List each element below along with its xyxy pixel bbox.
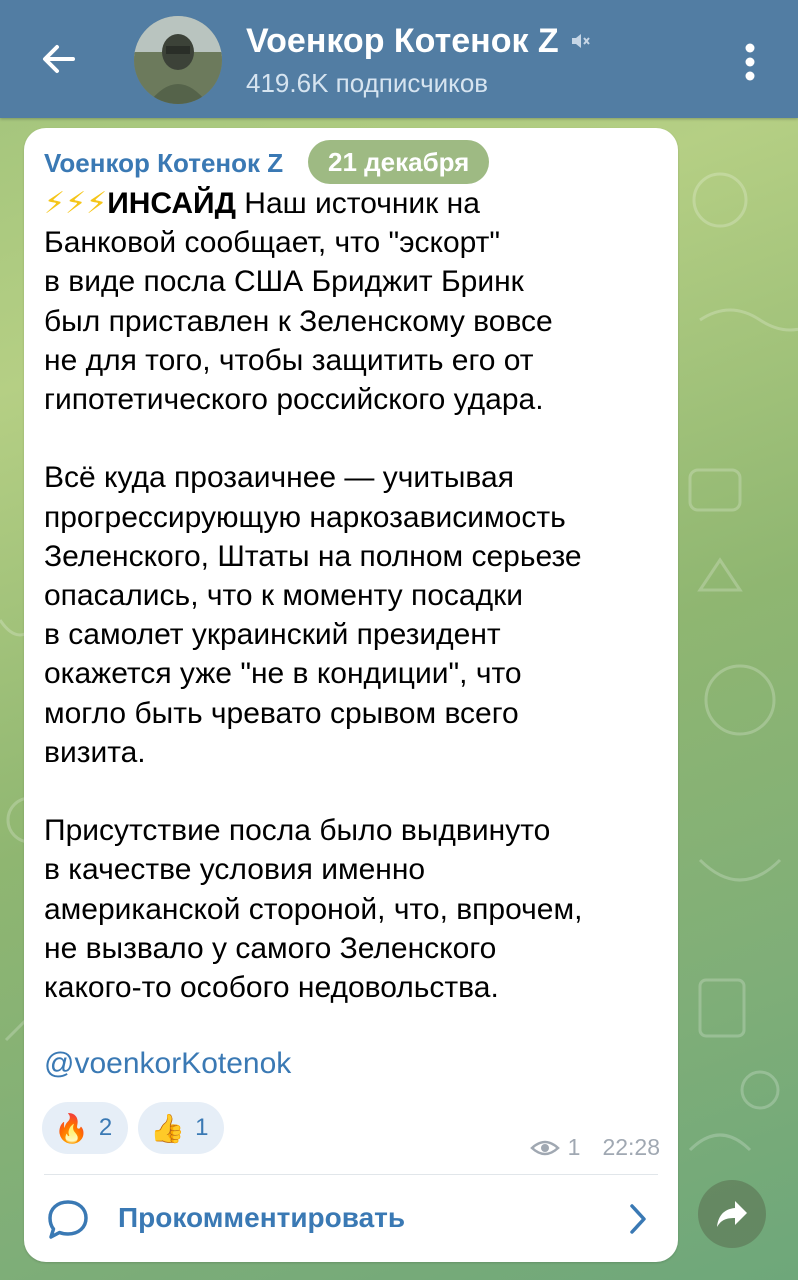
- text-line: какого-то особого недовольства.: [44, 971, 499, 1005]
- text-line: не для того, чтобы защитить его от: [44, 343, 534, 377]
- reactions-row: [42, 1102, 224, 1154]
- text-line: Наш источник на: [235, 187, 480, 220]
- date-pill: 21 декабря: [308, 140, 489, 184]
- chevron-right-icon: [628, 1202, 648, 1236]
- share-arrow-icon: [715, 1199, 749, 1229]
- mute-icon: [569, 30, 591, 52]
- channel-title-text: Voенкор Котенок Z: [246, 22, 559, 60]
- eye-icon: [530, 1138, 560, 1158]
- text-line: в виде посла США Бриджит Бринк: [44, 265, 524, 299]
- reaction-count: 2: [98, 1114, 113, 1141]
- comment-button[interactable]: [24, 1176, 678, 1262]
- text-line: Банковой сообщает, что "эскорт": [44, 226, 501, 260]
- text-line: визита.: [44, 735, 146, 769]
- text-line: могло быть чревато срывом всего: [44, 696, 519, 730]
- text-line: не вызвало у самого Зеленского: [44, 931, 497, 965]
- text-line: в самолет украинский президент: [44, 618, 501, 652]
- view-count: 1: [567, 1134, 581, 1160]
- text-line: Присутствие посла было выдвинуто: [44, 814, 551, 848]
- text-line: Всё куда прозаичнее — учитывая: [44, 461, 514, 495]
- divider: [44, 1174, 658, 1175]
- text-line: гипотетического российского удара.: [44, 383, 544, 417]
- text-line: американской стороной, что, впрочем,: [44, 892, 583, 926]
- arrow-left-icon: [39, 39, 79, 79]
- avatar-image: [134, 16, 222, 104]
- lightning-emoji: ⚡⚡⚡: [44, 187, 108, 220]
- text-line: в качестве условия именно: [44, 853, 426, 887]
- more-vertical-icon: [744, 42, 756, 82]
- channel-hashtag-link[interactable]: @voenkorKotenok: [44, 1047, 292, 1080]
- comment-label: Прокомментировать: [118, 1202, 406, 1233]
- message-meta: [530, 1134, 660, 1161]
- reaction-thumbs-up[interactable]: [138, 1102, 224, 1154]
- reaction-count: 1: [195, 1114, 209, 1141]
- headline-insight: ИНСАЙД: [107, 187, 236, 220]
- text-line: прогрессирующую наркозависимость: [44, 500, 566, 534]
- text-line: был приставлен к Зеленскому вовсе: [44, 304, 553, 338]
- text-line: окажется уже "не в кондиции", что: [44, 657, 522, 691]
- subscriber-count: 419.6K подписчиков: [246, 68, 489, 98]
- share-button[interactable]: [698, 1180, 766, 1248]
- channel-title[interactable]: [246, 20, 591, 62]
- text-line: опасались, что к моменту посадки: [44, 579, 523, 613]
- chat-header: [0, 0, 798, 118]
- message-text: [44, 184, 668, 1007]
- paragraph-1: [44, 184, 668, 223]
- message-time: 22:28: [602, 1134, 660, 1160]
- comment-bubble-icon: [46, 1198, 90, 1242]
- channel-avatar[interactable]: [134, 16, 222, 104]
- reaction-fire[interactable]: [42, 1102, 128, 1154]
- message-sender[interactable]: Voенкор Котенок Z: [44, 148, 284, 178]
- fire-icon: 🔥: [54, 1112, 89, 1144]
- text-line: Зеленского, Штаты на полном серьезе: [44, 539, 582, 573]
- thumbs-up-icon: 👍: [150, 1112, 186, 1144]
- back-button[interactable]: [28, 28, 90, 90]
- message-bubble[interactable]: [24, 128, 678, 1262]
- more-menu-button[interactable]: [722, 34, 778, 90]
